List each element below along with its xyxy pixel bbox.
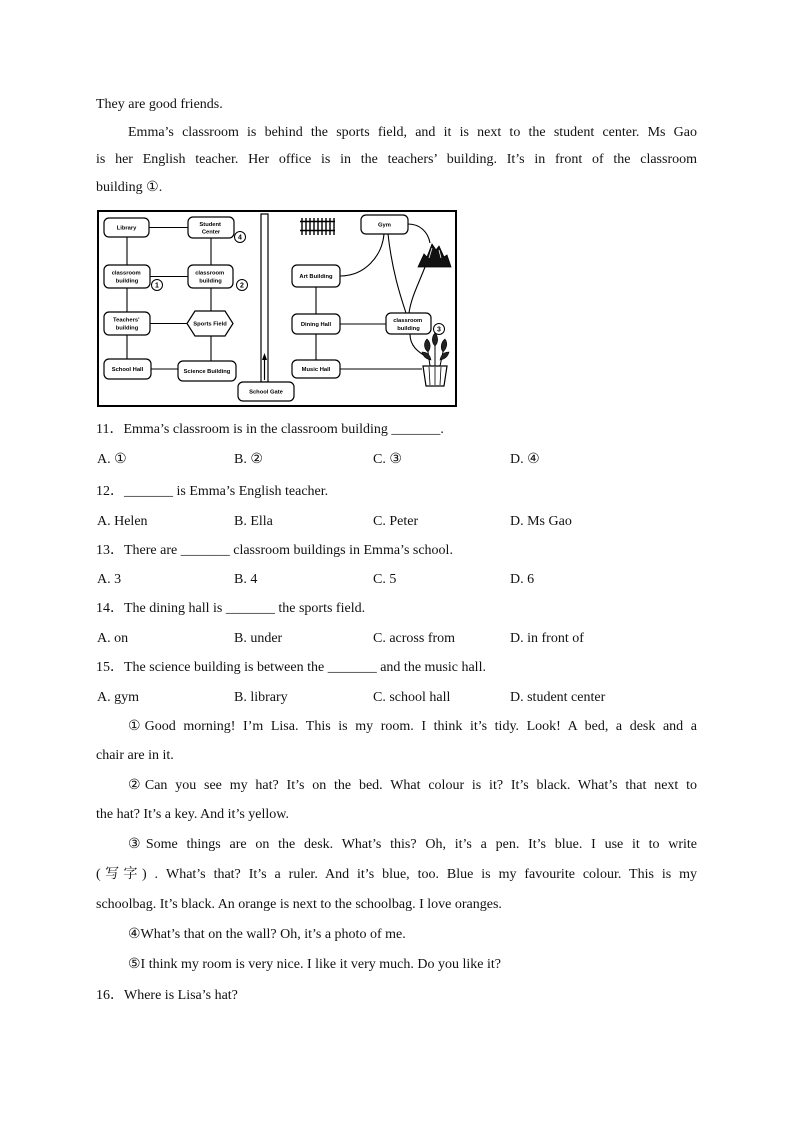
option-a: A. on (97, 631, 129, 646)
science-building-node (178, 361, 236, 381)
label-line: classroom (195, 270, 225, 277)
question-12-options (96, 513, 697, 531)
label-line: classroom (393, 318, 423, 324)
question-15-stem: 15．The science building is between the _______ and the music hall. (96, 660, 486, 675)
intro-line: building ①. (96, 180, 163, 195)
sports-field-node (187, 311, 233, 336)
classroom-building-3-node (386, 313, 431, 334)
marker-1 (152, 280, 163, 291)
gym-label: Gym (378, 222, 391, 229)
marker-2-number: 2 (240, 282, 244, 290)
option-c: C. Peter (373, 514, 419, 529)
classroom-building-2-box (188, 265, 233, 288)
gym-node (361, 215, 408, 234)
passage-line: ②Can you see my hat? It’s on the bed. What colour is it? It’s black. What’s that next to (128, 778, 697, 793)
label-line: Teachers’ (113, 317, 140, 324)
option-b: B. Ella (234, 514, 273, 529)
option-b: B. 4 (234, 572, 258, 587)
art-building-node (292, 265, 340, 287)
option-d: D. Ms Gao (510, 514, 572, 529)
option-d: D. in front of (510, 631, 584, 646)
option-c: C. across from (373, 631, 456, 646)
option-a: A. ① (97, 452, 127, 467)
passage-line: (写字) . What’s that? It’s a ruler. And it’s blue, too. Blue is my favourite colour. This is my (96, 867, 697, 882)
teachers-building-box (104, 312, 150, 335)
marker-2 (237, 280, 248, 291)
school-gate-label: School Gate (249, 389, 283, 396)
passage-line: ⑤I think my room is very nice. I like it very much. Do you like it? (128, 957, 501, 972)
dining-hall-label: Dining Hall (300, 322, 332, 328)
student-center-node (188, 217, 234, 238)
question-13-stem: 13．There are _______ classroom buildings in Emma’s school. (96, 543, 453, 558)
question-11-options (96, 451, 697, 469)
sports-field-label: Sports Field (193, 321, 227, 328)
map-frame (98, 211, 456, 406)
teachers-building-node (104, 312, 150, 335)
classroom-building-1-box (104, 265, 150, 288)
school-gate-node (238, 382, 294, 401)
option-c: C. ③ (373, 452, 402, 467)
classroom-building-2-node (188, 265, 233, 288)
label-line: building (115, 278, 139, 285)
option-b: B. library (234, 690, 288, 705)
question-16-stem: 16．Where is Lisa’s hat? (96, 988, 238, 1003)
passage-line: the hat? It’s a key. And it’s yellow. (96, 807, 289, 822)
science-building-label: Science Building (183, 369, 231, 375)
marker-4 (235, 232, 246, 243)
school-hall-label: School Hall (111, 367, 144, 373)
question-14-stem: 14．The dining hall is _______ the sports field. (96, 601, 366, 616)
intro-line: Emma’s classroom is behind the sports field, and it is next to the student center. Ms Gao (128, 125, 697, 140)
option-b: B. under (234, 631, 283, 646)
option-c: C. school hall (373, 690, 451, 705)
option-d: D. student center (510, 690, 606, 705)
label-line: Center (201, 229, 221, 236)
intro-line: is her English teacher. Her office is in the teachers’ building. It’s in front of the classroom (96, 152, 697, 167)
music-hall-node (292, 360, 340, 378)
option-a: A. Helen (97, 514, 148, 529)
intro-line: They are good friends. (96, 97, 223, 112)
school-hall-node (104, 359, 151, 379)
passage-line: chair are in it. (96, 748, 174, 763)
label-line: classroom (111, 270, 141, 277)
passage-line: schoolbag. It’s black. An orange is next to the schoolbag. I love oranges. (96, 897, 502, 912)
dining-hall-node (292, 314, 340, 334)
label-line: building (397, 326, 420, 332)
option-d: D. 6 (510, 572, 535, 587)
passage-line: ③Some things are on the desk. What’s this? Oh, it’s a pen. It’s blue. I use it to write (128, 837, 697, 852)
marker-4-number: 4 (238, 234, 242, 242)
music-hall-label: Music Hall (301, 367, 331, 373)
classroom-building-1-node (104, 265, 150, 288)
label-line: building (115, 325, 139, 332)
passage-line: ①Good morning! I’m Lisa. This is my room. I think it’s tidy. Look! A bed, a desk and a (128, 719, 697, 734)
question-12-stem: 12．_______ is Emma’s English teacher. (96, 484, 329, 499)
label-line: building (199, 278, 222, 285)
label-line: Student (199, 222, 221, 228)
option-d: D. ④ (510, 452, 540, 467)
option-a: A. gym (97, 690, 139, 705)
option-a: A. 3 (97, 572, 122, 587)
question-14-options (96, 630, 697, 648)
library-node (104, 218, 149, 237)
question-11-stem: 11．Emma’s classroom is in the classroom building _______. (96, 422, 444, 437)
option-c: C. 5 (373, 572, 397, 587)
library-label: Library (116, 225, 137, 232)
student-center-label (199, 222, 222, 236)
school-map (97, 210, 458, 408)
marker-3-number: 3 (437, 326, 441, 334)
question-15-options (96, 689, 697, 707)
passage-line: ④What’s that on the wall? Oh, it’s a photo of me. (128, 927, 406, 942)
marker-1-number: 1 (155, 282, 159, 290)
art-building-label: Art Building (299, 274, 333, 280)
option-b: B. ② (234, 452, 263, 467)
question-13-options (96, 571, 697, 589)
